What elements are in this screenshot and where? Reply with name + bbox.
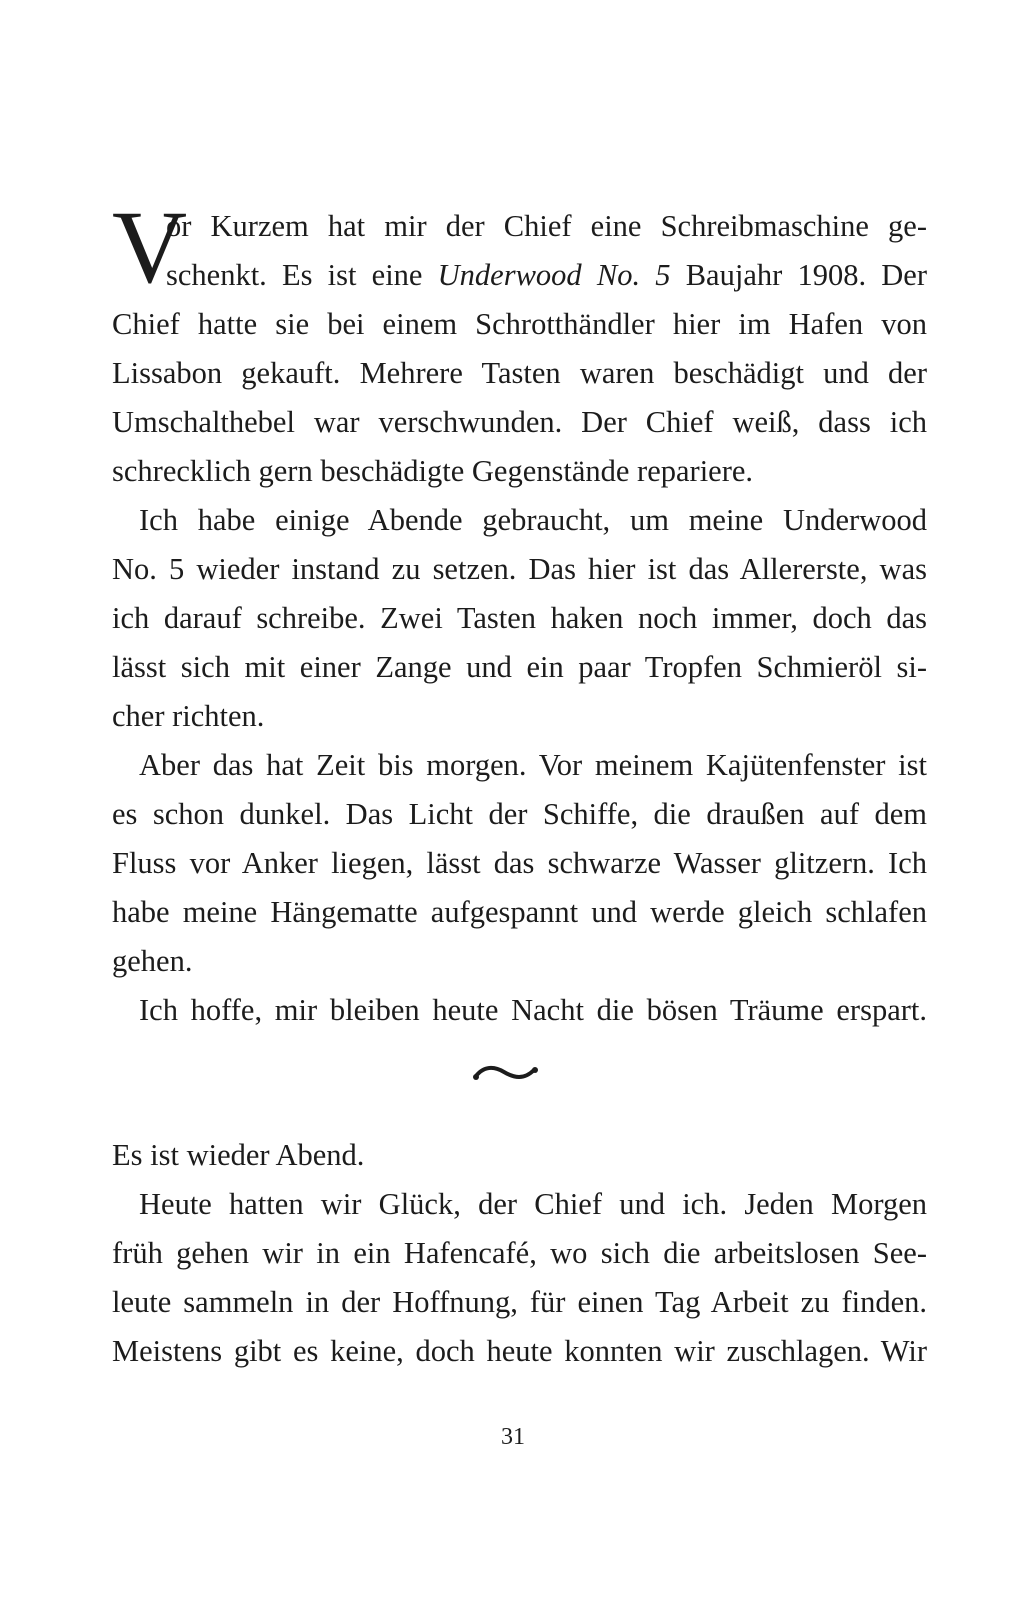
text-line: Fluss vor Anker liegen, lässt das schwarze Wasser glitzern. Ich [112, 846, 927, 880]
paragraph-4 [112, 986, 927, 1035]
paragraph-3 [112, 741, 927, 986]
text-line: Meistens gibt es keine, doch heute konnten wir zuschlagen. Wir [112, 1334, 927, 1368]
text-line: Ich habe einige Abende gebraucht, um meine Underwood [139, 503, 927, 537]
text-line: schrecklich gern beschädigte Gegenstände repariere. [112, 454, 754, 488]
text-line: Ich hoffe, mir bleiben heute Nacht die bösen Träume erspart. [139, 993, 927, 1027]
text-span: schenkt. Es ist eine [166, 258, 423, 292]
paragraph-6 [112, 1180, 927, 1376]
text-line: or Kurzem hat mir der Chief eine Schreibmaschine ge- [166, 209, 927, 243]
text-line: No. 5 wieder instand zu setzen. Das hier ist das Allererste, was [112, 552, 927, 586]
drop-cap: V [112, 190, 188, 305]
text-line: Chief hatte sie bei einem Schrotthändler hier im Hafen von [112, 307, 927, 341]
text-section-1 [112, 190, 927, 1035]
text-line: gehen. [112, 944, 193, 978]
text-line: Lissabon gekauft. Mehrere Tasten waren beschädigt und der [112, 356, 927, 390]
text-line: habe meine Hängematte aufgespannt und werde gleich schlafen [112, 895, 927, 929]
text-span: Baujahr 1908. Der [685, 258, 927, 292]
text-line: cher richten. [112, 699, 265, 733]
page-number: 31 [501, 1424, 525, 1450]
text-line: lässt sich mit einer Zange und ein paar Tropfen Schmieröl si- [112, 650, 927, 684]
paragraph-1 [112, 190, 927, 496]
text-line [112, 251, 927, 300]
text-section-2 [112, 1131, 927, 1376]
text-line: früh gehen wir in ein Hafencafé, wo sich die arbeitslosen See- [112, 1236, 927, 1270]
text-line: es schon dunkel. Das Licht der Schiffe, die draußen auf dem [112, 797, 927, 831]
text-line: Heute hatten wir Glück, der Chief und ich. Jeden Morgen [139, 1187, 927, 1221]
text-line: Umschalthebel war verschwunden. Der Chief weiß, dass ich [112, 405, 927, 439]
text-line: Aber das hat Zeit bis morgen. Vor meinem Kajütenfenster ist [139, 748, 927, 782]
text-line: Es ist wieder Abend. [112, 1138, 365, 1172]
tilde-ornament-icon [470, 1058, 542, 1088]
text-line: leute sammeln in der Hoffnung, für einen Tag Arbeit zu finden. [112, 1285, 927, 1319]
paragraph-5 [112, 1131, 927, 1180]
book-title-italic: Underwood No. 5 [437, 258, 671, 292]
text-line: ich darauf schreibe. Zwei Tasten haken noch immer, doch das [112, 601, 927, 635]
paragraph-2 [112, 496, 927, 741]
